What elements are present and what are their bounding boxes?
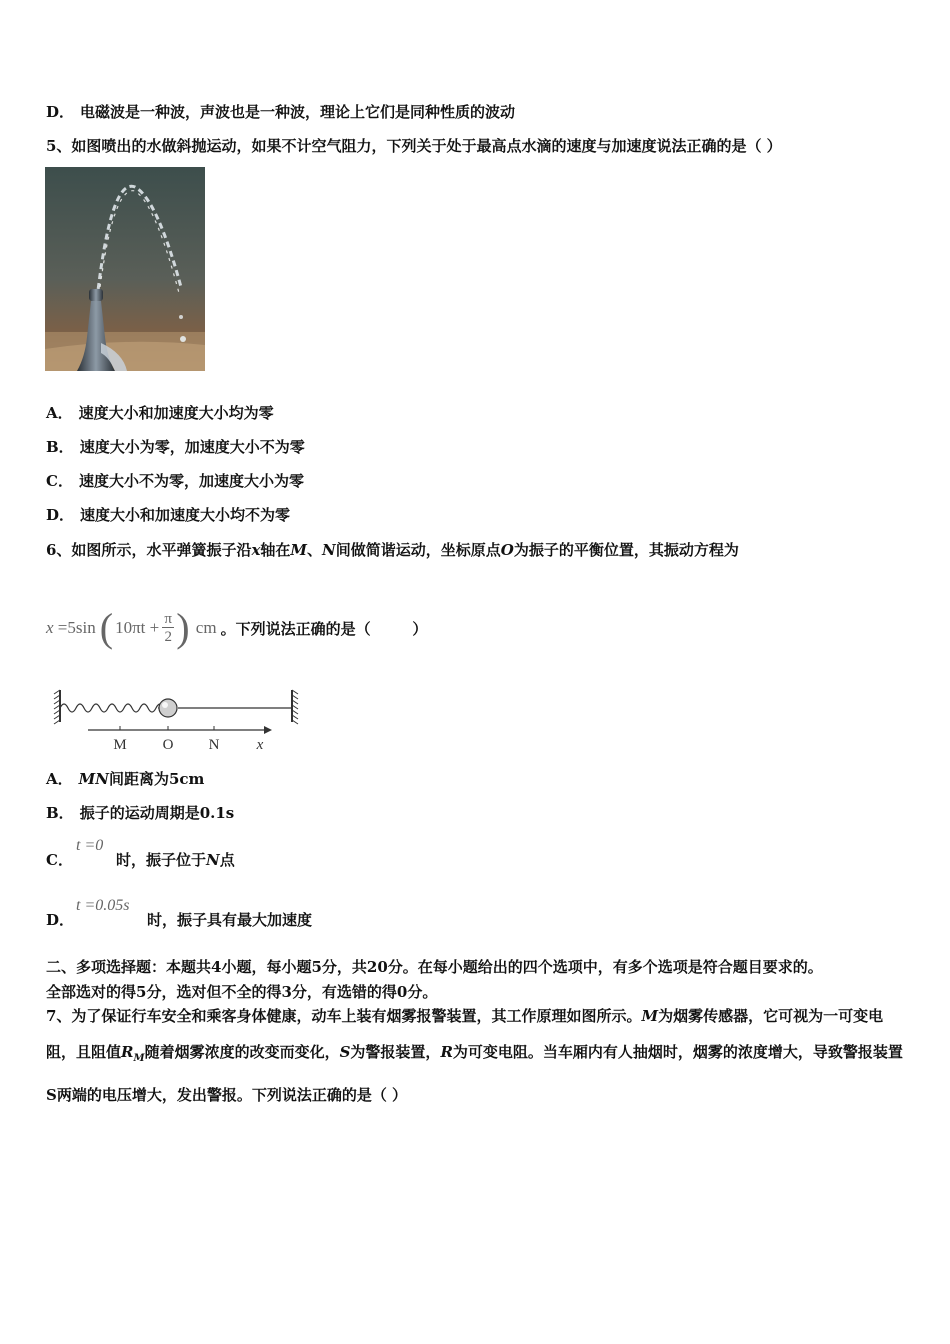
var-n: N: [322, 541, 336, 559]
stem-text: 6、如图所示，水平弹簧振子沿: [46, 541, 252, 559]
stem-text: 为可变电阻。当车厢内有人抽烟时，烟雾的浓度增大，导致警报装置S两端的电压增大，发出警报。下列说法正确的是（ ）: [46, 1043, 903, 1104]
option-text: 速度大小为零，加速度大小不为零: [79, 438, 305, 456]
var-n: N: [206, 851, 220, 869]
var-s: S: [339, 1043, 351, 1061]
option-text: 时，振子位于: [116, 851, 207, 869]
formula-unit: cm: [191, 618, 217, 637]
q5-option-d[interactable]: [46, 505, 290, 525]
var-x: x: [251, 541, 261, 559]
option-label: A．: [46, 770, 73, 788]
fraction-den: 2: [164, 628, 172, 645]
var-mn: MN: [78, 770, 109, 788]
option-text: 间距离为5cm: [108, 770, 205, 788]
q5-stem: 5、如图喷出的水做斜抛运动，如果不计空气阻力，下列关于处于最高点水滴的速度与加速度说法正确的是（ ）: [46, 137, 782, 155]
option-label: A．: [46, 404, 73, 422]
stem-text: 7、为了保证行车安全和乘客身体健康，动车上装有烟雾报警装置，其工作原理如图所示。: [46, 1007, 642, 1025]
stem-text: 为警报装置，: [350, 1043, 441, 1061]
option-label: C．: [46, 851, 73, 869]
formula-paren-right: ): [176, 605, 190, 650]
q5-option-b[interactable]: [46, 437, 305, 457]
q4-option-d[interactable]: [46, 102, 515, 122]
q6-option-b[interactable]: [46, 803, 234, 823]
formula-eq: =5sin: [53, 618, 96, 637]
var-r: R: [121, 1043, 134, 1061]
formula-paren-left: (: [99, 605, 114, 650]
option-text: 点: [219, 851, 235, 869]
option-label: B．: [46, 438, 74, 456]
stem-text: 随着烟雾浓度的改变而变化，: [144, 1043, 340, 1061]
q7-stem: [46, 998, 908, 1113]
var-r: R: [440, 1043, 453, 1061]
var-r-subscript: M: [133, 1053, 145, 1064]
option-label: D．: [46, 506, 75, 524]
option-text: 速度大小不为零，加速度大小为零: [78, 472, 304, 490]
stem-tail: 。下列说法正确的是（ ）: [220, 619, 428, 638]
q6-option-a[interactable]: [46, 769, 204, 789]
section2-line1: 二、多项选择题：本题共4小题，每小题5分，共20分。在每小题给出的四个选项中，有多个选项是符合题目要求的。: [46, 958, 823, 976]
option-text: 电磁波是一种波，声波也是一种波，理论上它们是同种性质的波动: [80, 103, 516, 121]
formula-lhs: x: [46, 618, 54, 637]
label-n: N: [208, 737, 220, 753]
stem-text: 、: [307, 541, 323, 559]
spring-diagram: [50, 688, 310, 754]
fountain-image: [45, 167, 205, 371]
stem-text: 间做简谐运动，坐标原点: [335, 541, 501, 559]
stem-text: 为烟雾传感器，它可视为一可变电阻，且阻值: [46, 1007, 884, 1061]
label-o: O: [162, 737, 174, 753]
var-m: M: [641, 1007, 659, 1025]
spring-coil: [60, 704, 165, 712]
section2-line2: 全部选对的得5分，选对但不全的得3分，有选错的得0分。: [46, 983, 438, 1001]
axis-arrow: [264, 726, 272, 734]
formula-inner: 10πt +: [115, 618, 160, 637]
option-label: C．: [46, 472, 73, 490]
q5-option-a[interactable]: [46, 403, 274, 423]
option-label: B．: [46, 804, 74, 822]
label-m: M: [113, 737, 127, 753]
q5-option-c[interactable]: [46, 471, 304, 491]
fountain-photo: [45, 167, 205, 371]
oscillation-equation: [46, 600, 427, 656]
q6-stem: [46, 540, 739, 560]
option-label: D．: [46, 911, 75, 929]
oscillator-ball: [159, 699, 177, 717]
math-t005: t =0.05s: [76, 897, 130, 914]
option-text: 速度大小和加速度大小均为零: [78, 404, 274, 422]
var-m: M: [290, 541, 308, 559]
stem-text: 轴在: [260, 541, 291, 559]
spring-oscillator-figure: [50, 688, 310, 758]
option-text: 速度大小和加速度大小均不为零: [80, 506, 291, 524]
label-x: x: [256, 737, 264, 753]
formula-fraction: [162, 611, 174, 646]
option-label: D．: [46, 103, 75, 121]
fraction-num: π: [164, 610, 172, 627]
var-o: O: [500, 541, 514, 559]
stem-text: 为振子的平衡位置，其振动方程为: [513, 541, 739, 559]
math-t0: t =0: [76, 837, 104, 854]
option-text: 时，振子具有最大加速度: [147, 911, 313, 929]
option-text: 振子的运动周期是0.1s: [79, 804, 235, 822]
